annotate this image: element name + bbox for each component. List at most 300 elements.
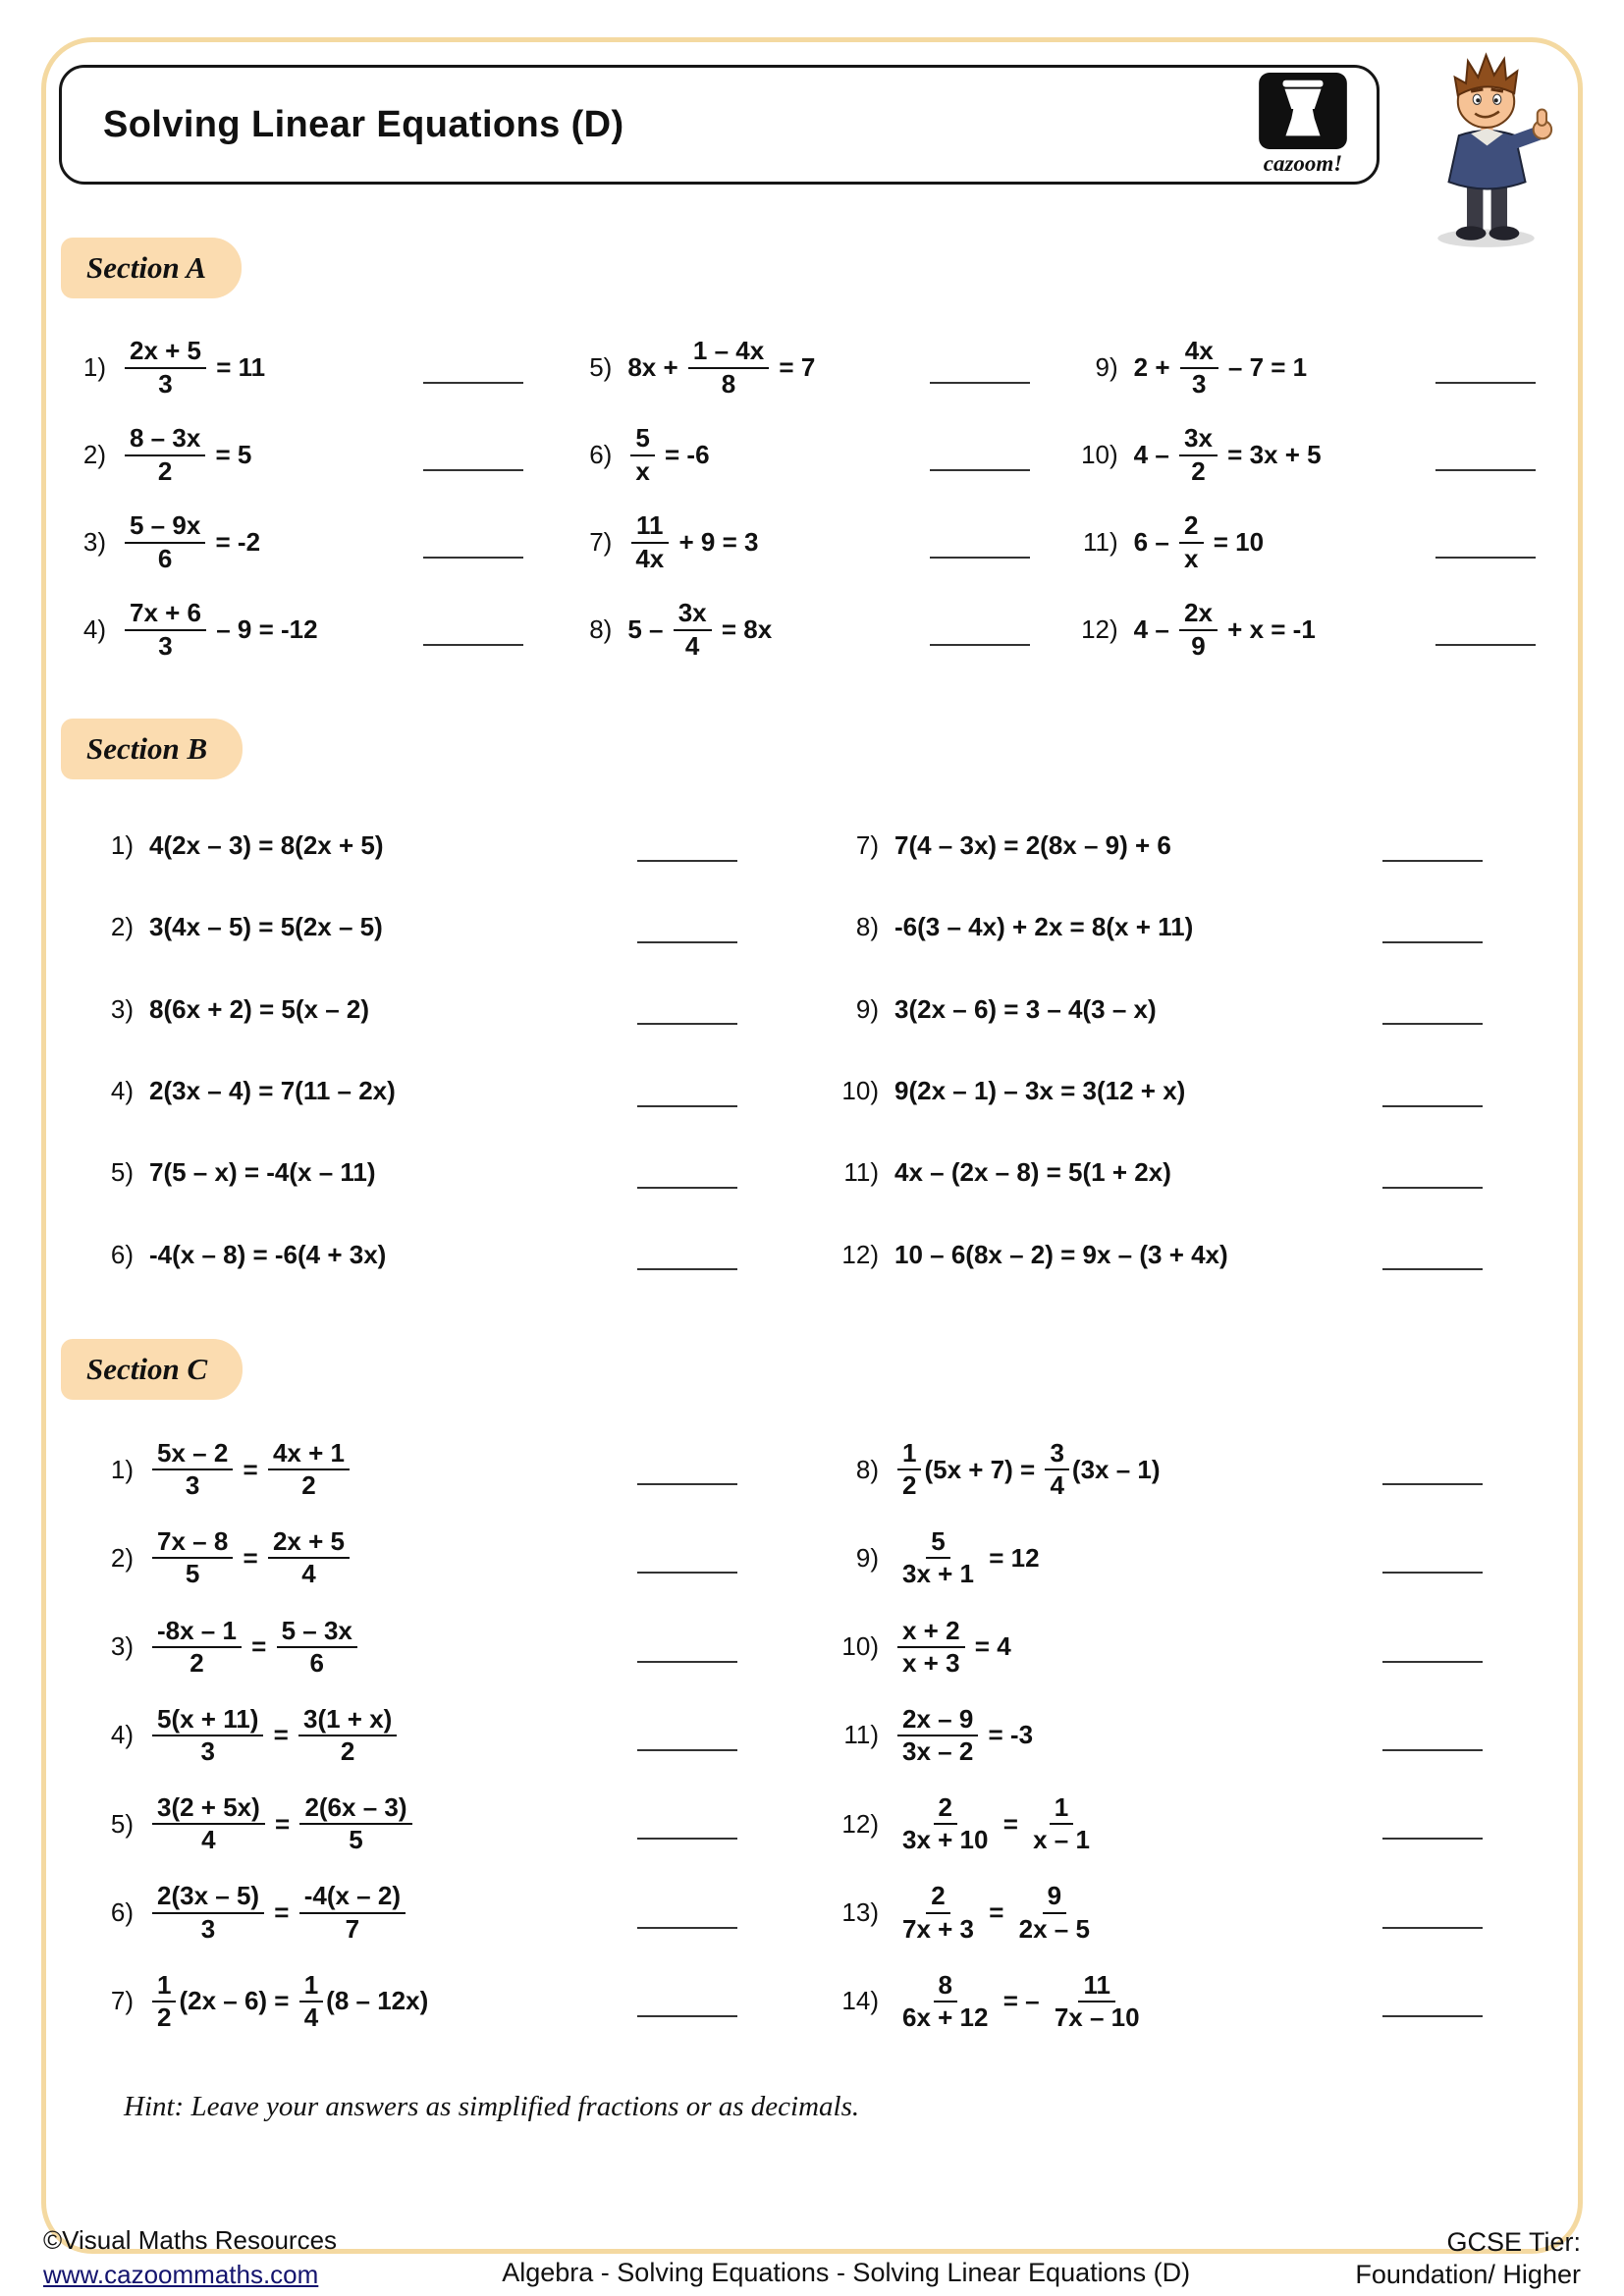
fraction <box>268 1439 350 1500</box>
question-grid <box>59 805 1577 1296</box>
question-row <box>86 886 832 968</box>
answer-line <box>1382 1268 1483 1270</box>
fraction-denominator: 4 <box>684 630 700 661</box>
question-number: 11) <box>843 1720 879 1750</box>
fraction <box>1179 424 1218 485</box>
equation-text: = – <box>996 1986 1047 2016</box>
fraction-numerator: 11 <box>631 511 669 543</box>
equation <box>894 1971 1148 2032</box>
fraction-numerator: -8x – 1 <box>152 1617 242 1648</box>
equation-text: = <box>267 1897 297 1928</box>
question-row <box>59 499 565 586</box>
question-row <box>832 805 1577 886</box>
question-number: 8) <box>855 912 879 942</box>
question-number: 10) <box>841 1076 879 1106</box>
section-b <box>59 719 1577 1296</box>
fraction-numerator: 2 <box>1179 511 1203 543</box>
fraction-denominator: 3 <box>200 1735 215 1766</box>
answer-line <box>1382 1572 1483 1574</box>
drum-icon <box>1259 73 1347 149</box>
equation <box>894 830 1171 861</box>
equation <box>149 994 369 1025</box>
fraction <box>897 1882 979 1943</box>
question-number: 4) <box>110 1076 134 1106</box>
question-row <box>832 886 1577 968</box>
fraction-denominator: 4x <box>635 543 665 573</box>
fraction <box>152 1439 233 1500</box>
equation <box>122 511 260 572</box>
fraction-denominator: 2 <box>301 1470 316 1501</box>
answer-line <box>637 1927 737 1929</box>
equation-text: 6 – <box>1133 527 1177 557</box>
question-number: 3) <box>110 1631 134 1662</box>
equation <box>149 1076 396 1106</box>
question-row <box>832 1868 1577 1956</box>
equation <box>122 424 251 485</box>
question-number: 10) <box>1081 440 1118 469</box>
answer-line <box>423 382 523 384</box>
fraction-denominator: 2 <box>189 1647 204 1678</box>
fraction <box>152 1793 265 1854</box>
equation-text: = 5 <box>208 440 252 469</box>
answer-line <box>930 469 1030 471</box>
question-number: 11) <box>843 1157 879 1188</box>
fraction <box>897 1793 993 1854</box>
logo-text: cazoom! <box>1263 151 1343 176</box>
equation-text: -6(3 – 4x) + 2x = 8(x + 11) <box>894 912 1194 942</box>
title-box <box>59 65 1380 185</box>
fraction-numerator: 3(1 + x) <box>298 1705 397 1736</box>
fraction <box>674 599 712 660</box>
equation <box>149 1882 408 1943</box>
mascot-character <box>1395 49 1577 250</box>
question-row <box>1071 324 1577 411</box>
equation <box>1134 424 1322 485</box>
equation <box>122 599 318 660</box>
answer-line <box>637 941 737 943</box>
answer-line <box>1382 1661 1483 1663</box>
question-number: 5) <box>110 1157 134 1188</box>
question-row <box>832 1603 1577 1691</box>
equation-text: = <box>236 1542 265 1573</box>
question-row <box>86 1514 832 1602</box>
answer-line <box>1382 1927 1483 1929</box>
equation-text: – 9 = -12 <box>209 614 318 644</box>
equation-text: = 4 <box>967 1631 1011 1662</box>
fraction-numerator: 5x – 2 <box>152 1439 233 1470</box>
fraction-numerator: 4x + 1 <box>268 1439 350 1470</box>
equation <box>1134 511 1264 572</box>
tier-label: GCSE Tier: <box>1446 2226 1581 2257</box>
equation-text: = <box>236 1454 265 1484</box>
fraction <box>277 1617 357 1678</box>
fraction-denominator: 3 <box>158 630 173 661</box>
equation-text: 8(6x + 2) = 5(x – 2) <box>149 993 370 1024</box>
equation <box>1134 599 1316 660</box>
equation-text: = 10 <box>1206 527 1265 557</box>
fraction <box>152 1971 176 2032</box>
website-link[interactable]: www.cazoommaths.com <box>43 2259 319 2289</box>
equation <box>149 1617 360 1678</box>
question-row <box>86 1050 832 1132</box>
fraction <box>897 1617 965 1678</box>
question-row <box>565 324 1070 411</box>
question-number: 5) <box>110 1808 134 1839</box>
equation-text: = -2 <box>208 527 261 557</box>
question-row <box>832 1214 1577 1296</box>
question-number: 7) <box>855 830 879 861</box>
equation-text: 2 + <box>1133 352 1177 382</box>
fraction-denominator: 3x – 2 <box>902 1735 974 1766</box>
fraction <box>897 1971 993 2032</box>
answer-line <box>637 1105 737 1107</box>
fraction-denominator: 3x + 10 <box>902 1825 989 1855</box>
answer-line <box>1382 1187 1483 1189</box>
footer-right <box>1355 2226 1581 2293</box>
section-label: Section A <box>61 238 242 298</box>
equation-text: 3(2x – 6) = 3 – 4(3 – x) <box>894 993 1157 1024</box>
fraction <box>688 337 769 398</box>
equation <box>149 830 383 861</box>
answer-line <box>637 1572 737 1574</box>
question-row <box>86 1868 832 1956</box>
equation <box>149 1157 376 1188</box>
fraction-denominator: 2 <box>902 1470 917 1501</box>
equation <box>627 337 815 398</box>
fraction-numerator: 7x + 6 <box>125 599 206 630</box>
fraction-numerator: 3(2 + 5x) <box>152 1793 265 1825</box>
fraction-numerator: 5 <box>926 1527 949 1559</box>
copyright-text: ©Visual Maths Resources <box>43 2224 338 2255</box>
equation-text: = <box>244 1631 274 1662</box>
question-row <box>86 1780 832 1868</box>
fraction-numerator: 1 <box>152 1971 176 2002</box>
fraction <box>897 1527 979 1588</box>
section-label: Section B <box>61 719 243 779</box>
equation-text: 2(3x – 4) = 7(11 – 2x) <box>149 1076 396 1106</box>
fraction-numerator: 2x + 5 <box>125 337 206 368</box>
fraction <box>1028 1793 1095 1854</box>
answer-line <box>1382 1483 1483 1485</box>
equation-text: + 9 = 3 <box>672 527 759 557</box>
question-row <box>832 1691 1577 1780</box>
equation <box>894 1439 1161 1500</box>
answer-line <box>1435 644 1536 646</box>
question-row <box>86 1957 832 2046</box>
section-a <box>59 238 1577 673</box>
question-number: 12) <box>1081 614 1118 644</box>
equation <box>627 599 772 660</box>
question-row <box>86 805 832 886</box>
equation <box>894 1882 1098 1943</box>
question-row <box>59 411 565 499</box>
fraction-numerator: 5 <box>630 424 654 455</box>
equation <box>149 1439 352 1500</box>
footer <box>43 2223 1581 2292</box>
question-number: 14) <box>841 1986 879 2016</box>
equation-text: = 7 <box>772 352 816 382</box>
question-number: 2) <box>110 1542 134 1573</box>
question-row <box>832 1514 1577 1602</box>
equation-text: – 7 = 1 <box>1220 352 1308 382</box>
fraction <box>1045 1439 1068 1500</box>
fraction-denominator: 7 <box>345 1913 360 1944</box>
answer-line <box>930 644 1030 646</box>
fraction-numerator: 1 <box>897 1439 921 1470</box>
question-row <box>565 411 1070 499</box>
question-number: 1) <box>110 1454 134 1484</box>
question-number: 2) <box>110 912 134 942</box>
fraction-numerator: 11 <box>1078 1971 1115 2002</box>
equation <box>627 424 709 485</box>
fraction-numerator: 4x <box>1180 337 1218 368</box>
equation-text: = 3x + 5 <box>1219 440 1322 469</box>
fraction-numerator: 3x <box>674 599 712 630</box>
equation <box>122 337 265 398</box>
equation-text: = 12 <box>982 1542 1040 1573</box>
equation-text: = 8x <box>714 614 773 644</box>
question-number: 6) <box>589 440 613 469</box>
fraction-numerator: 1 <box>299 1971 323 2002</box>
answer-line <box>423 469 523 471</box>
fraction <box>268 1527 350 1588</box>
question-number: 7) <box>110 1986 134 2016</box>
equation-text: (3x – 1) <box>1071 1454 1161 1484</box>
question-row <box>1071 586 1577 673</box>
equation-text: 4 – <box>1133 440 1177 469</box>
question-number: 9) <box>855 1542 879 1573</box>
fraction <box>152 1527 233 1588</box>
fraction-denominator: 4 <box>201 1825 216 1855</box>
fraction-denominator: 2 <box>157 455 173 486</box>
answer-line <box>1382 1105 1483 1107</box>
question-number: 12) <box>841 1808 879 1839</box>
equation-text: 5 – <box>627 614 671 644</box>
fraction-numerator: 2 <box>926 1882 949 1913</box>
equation-text: 8x + <box>627 352 685 382</box>
fraction <box>299 1882 406 1943</box>
fraction-denominator: 8 <box>721 368 736 399</box>
question-grid <box>59 1425 1577 2046</box>
equation <box>894 1076 1185 1106</box>
equation <box>149 1527 352 1588</box>
equation <box>894 1705 1033 1766</box>
fraction <box>897 1705 978 1766</box>
question-row <box>832 1780 1577 1868</box>
fraction <box>1180 337 1218 398</box>
fraction-numerator: 1 <box>1050 1793 1073 1825</box>
fraction-numerator: x + 2 <box>897 1617 965 1648</box>
fraction-denominator: 3 <box>200 1913 216 1944</box>
equation-text: -4(x – 8) = -6(4 + 3x) <box>149 1239 387 1269</box>
fraction <box>630 511 669 572</box>
equation-text: 4 – <box>1133 614 1177 644</box>
question-row <box>565 499 1070 586</box>
equation <box>894 994 1157 1025</box>
equation-text: 7(5 – x) = -4(x – 11) <box>149 1157 376 1188</box>
boy-thumbs-up-icon <box>1395 49 1577 250</box>
fraction-numerator: 2(3x – 5) <box>152 1882 264 1913</box>
fraction-denominator: 7x – 10 <box>1054 2002 1140 2032</box>
fraction-numerator: 5(x + 11) <box>152 1705 263 1736</box>
question-number: 2) <box>82 440 106 469</box>
fraction-numerator: 2(6x – 3) <box>299 1793 411 1825</box>
question-number: 11) <box>1083 527 1118 557</box>
question-row <box>86 1603 832 1691</box>
question-row <box>86 1425 832 1514</box>
section-c <box>59 1339 1577 2046</box>
equation-text: = <box>266 1720 296 1750</box>
equation-text: + x = -1 <box>1219 614 1316 644</box>
question-row <box>832 1425 1577 1514</box>
fraction-numerator: 3 <box>1045 1439 1068 1470</box>
fraction-denominator: 2 <box>340 1735 355 1766</box>
answer-line <box>1435 557 1536 559</box>
fraction <box>125 599 206 660</box>
equation <box>149 1240 386 1270</box>
fraction <box>298 1705 397 1766</box>
fraction-denominator: x <box>1184 543 1199 573</box>
fraction-denominator: 3 <box>158 368 173 399</box>
footer-breadcrumb: Algebra - Solving Equations - Solving Linear Equations (D) <box>502 2258 1191 2287</box>
equation <box>149 1793 415 1854</box>
fraction-denominator: 4 <box>301 1559 316 1589</box>
fraction <box>125 337 206 398</box>
answer-line <box>637 1483 737 1485</box>
answer-line <box>1382 941 1483 943</box>
equation <box>894 1157 1171 1188</box>
question-row <box>832 1050 1577 1132</box>
question-number: 9) <box>855 993 879 1024</box>
fraction-denominator: 6 <box>157 543 173 573</box>
hint-text: Hint: Leave your answers as simplified fractions or as decimals. <box>124 2091 860 2122</box>
answer-line <box>637 2015 737 2017</box>
equation-text: 10 – 6(8x – 2) = 9x – (3 + 4x) <box>894 1239 1228 1269</box>
fraction-denominator: 4 <box>1050 1470 1064 1501</box>
question-number: 1) <box>110 830 134 861</box>
question-number: 12) <box>841 1239 879 1269</box>
fraction-numerator: 5 – 9x <box>125 511 205 543</box>
question-row <box>86 1691 832 1780</box>
answer-line <box>1382 1749 1483 1751</box>
equation-text: = -6 <box>657 440 710 469</box>
question-row <box>1071 411 1577 499</box>
fraction <box>125 511 205 572</box>
fraction-numerator: 2x <box>1179 599 1218 630</box>
fraction-numerator: 2x + 5 <box>268 1527 350 1559</box>
equation <box>149 1971 428 2032</box>
equation-text: = -3 <box>981 1720 1034 1750</box>
question-number: 5) <box>589 352 613 382</box>
fraction <box>125 424 205 485</box>
answer-line <box>1382 1023 1483 1025</box>
fraction <box>152 1617 242 1678</box>
question-row <box>86 1214 832 1296</box>
question-number: 4) <box>110 1720 134 1750</box>
fraction <box>299 1971 323 2032</box>
answer-line <box>637 1749 737 1751</box>
equation-text: 7(4 – 3x) = 2(8x – 9) + 6 <box>894 830 1171 861</box>
answer-line <box>1435 469 1536 471</box>
fraction-numerator: -4(x – 2) <box>299 1882 406 1913</box>
question-number: 9) <box>1095 352 1118 382</box>
question-number: 3) <box>110 993 134 1024</box>
question-row <box>1071 499 1577 586</box>
fraction <box>1014 1882 1095 1943</box>
question-row <box>565 586 1070 673</box>
fraction-denominator: 2 <box>1191 455 1206 486</box>
equation-text: = <box>267 1808 298 1839</box>
answer-line <box>637 1023 737 1025</box>
question-row <box>832 1132 1577 1213</box>
fraction-numerator: 8 <box>934 1971 957 2002</box>
section-label: Section C <box>61 1339 243 1400</box>
answer-line <box>1435 382 1536 384</box>
question-grid <box>59 324 1577 673</box>
question-number: 3) <box>82 527 106 557</box>
cazoom-logo <box>1259 73 1347 177</box>
question-number: 6) <box>110 1897 134 1928</box>
equation <box>894 912 1193 942</box>
fraction-numerator: 7x – 8 <box>152 1527 233 1559</box>
fraction-numerator: 8 – 3x <box>125 424 205 455</box>
equation-text: (8 – 12x) <box>326 1986 429 2016</box>
answer-line <box>1382 860 1483 862</box>
question-row <box>59 324 565 411</box>
equation-text: 4(2x – 3) = 8(2x + 5) <box>149 830 384 861</box>
equation <box>894 1617 1011 1678</box>
page-title: Solving Linear Equations (D) <box>103 103 624 145</box>
fraction <box>299 1793 411 1854</box>
fraction-denominator: 9 <box>1191 630 1206 661</box>
question-number: 13) <box>841 1897 879 1928</box>
fraction <box>152 1882 264 1943</box>
fraction-denominator: 5 <box>349 1825 363 1855</box>
fraction-denominator: 3x + 1 <box>902 1559 975 1589</box>
fraction <box>897 1439 921 1500</box>
question-number: 6) <box>110 1239 134 1269</box>
equation-text: 4x – (2x – 8) = 5(1 + 2x) <box>894 1157 1171 1188</box>
fraction-numerator: 9 <box>1043 1882 1066 1913</box>
question-row <box>59 586 565 673</box>
fraction-denominator: 7x + 3 <box>902 1913 975 1944</box>
fraction-denominator: 3 <box>185 1470 200 1501</box>
answer-line <box>1382 1838 1483 1840</box>
answer-line <box>423 644 523 646</box>
answer-line <box>930 557 1030 559</box>
equation-text: (5x + 7) = <box>924 1454 1043 1484</box>
answer-line <box>637 1661 737 1663</box>
question-number: 10) <box>841 1631 879 1662</box>
fraction-denominator: 6 <box>309 1647 324 1678</box>
answer-line <box>1382 2015 1483 2017</box>
question-number: 7) <box>589 527 613 557</box>
fraction-denominator: x <box>635 455 650 486</box>
answer-line <box>637 1268 737 1270</box>
fraction-numerator: 2x – 9 <box>897 1705 978 1736</box>
fraction <box>630 424 654 485</box>
fraction-denominator: 4 <box>303 2002 319 2032</box>
equation <box>627 511 758 572</box>
fraction <box>152 1705 263 1766</box>
question-row <box>86 1132 832 1213</box>
fraction-denominator: 2x – 5 <box>1018 1913 1090 1944</box>
answer-line <box>637 1187 737 1189</box>
equation <box>894 1527 1040 1588</box>
question-row <box>832 1957 1577 2046</box>
fraction-numerator: 1 – 4x <box>688 337 769 368</box>
equation <box>149 1705 400 1766</box>
